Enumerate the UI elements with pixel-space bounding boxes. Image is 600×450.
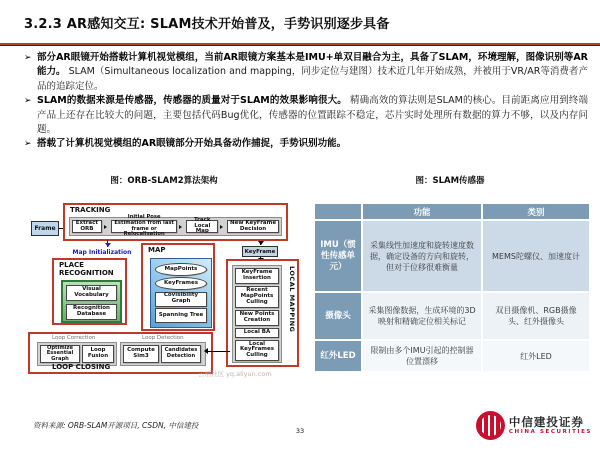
- table-header-category: 类别: [483, 204, 589, 219]
- arrow-tracking-to-keyframe: [260, 241, 261, 245]
- bullet-item: [24, 137, 588, 151]
- map-inner-panel: [150, 258, 212, 328]
- company-logo: [476, 411, 592, 440]
- node-optimize-essential-graph: Optimize Essential Graph: [40, 345, 80, 363]
- table-cell-camera-function: 采集图像数据，生成环境的3D映射和精确定位相关标记: [363, 293, 481, 339]
- source-note: 资料来源: ORB-SLAM开源项目, CSDN, 中信建投: [33, 421, 199, 430]
- local-mapping-label: LOCAL MAPPING: [288, 266, 296, 333]
- table-rowhead-camera: 摄像头: [315, 293, 361, 339]
- logo-text: [509, 416, 592, 436]
- node-local-ba: Local BA: [235, 328, 279, 338]
- table-header-function: 功能: [363, 204, 481, 219]
- arrow-icon: [104, 225, 109, 229]
- bullet-marker-icon: ➢: [24, 53, 32, 63]
- node-recent-mappoints-culling: Recent MapPoints Culling: [235, 286, 279, 308]
- node-keyframe-insertion: KeyFrame Insertion: [235, 268, 279, 284]
- diagram-node-keyframe: KeyFrame: [242, 246, 278, 257]
- node-new-points-creation: New Points Creation: [235, 310, 279, 326]
- loop-correction-caption: Loop Correction: [52, 335, 96, 341]
- arrow-culling-to-candidates: [205, 351, 230, 352]
- figure-left-caption: 图：ORB-SLAM2算法架构: [110, 176, 218, 186]
- diagram-block-place-recognition: [52, 258, 127, 325]
- loop-detection-strip: [120, 342, 206, 366]
- diagram-watermark: 云栖社区 yq.aliyun.com: [198, 370, 272, 378]
- title-divider: [0, 43, 600, 46]
- table-cell-imu-function: 采集线性加速度和旋转速度数据，确定设备的方向和旋转，但对于位移很难衡量: [363, 221, 481, 291]
- bullet-list: [24, 51, 588, 152]
- node-spanning-tree: Spanning Tree: [155, 308, 207, 323]
- node-covisibility-graph: Covisibility Graph: [155, 292, 207, 307]
- tracking-strip: [69, 214, 282, 238]
- node-mappoints: MapPoints: [155, 263, 207, 276]
- node-recognition-database: Recognition Database: [66, 304, 117, 320]
- table-cell-ir-led-function: 限制由多个IMU引起的控制器位置漂移: [363, 341, 481, 371]
- diagram-node-frame: Frame: [31, 221, 59, 236]
- arrow-map-initialization: [107, 240, 108, 247]
- arrow-icon: [220, 225, 225, 229]
- slam-sensor-table: [315, 204, 585, 371]
- logo-name-en: CHINA SECURITIES: [508, 428, 592, 435]
- page-number: 33: [295, 427, 305, 435]
- map-initialization-label: Map Initialization: [72, 249, 132, 256]
- arrow-icon: [179, 225, 184, 229]
- orb-slam2-diagram: [28, 196, 300, 396]
- citic-logo-icon: [476, 411, 505, 440]
- node-track-local-map: Track Local Map: [186, 220, 218, 233]
- node-compute-sim3: Compute Sim3: [123, 345, 159, 363]
- node-keyframes: KeyFrames: [155, 277, 207, 290]
- logo-name-cn: 中信建投证券: [508, 414, 584, 429]
- bullet-text-bold: 搭载了计算机视觉模组的AR眼镜部分开始具备动作捕捉，手势识别功能。: [37, 138, 347, 150]
- node-visual-vocabulary: Visual Vocabulary: [66, 285, 117, 301]
- table-cell-camera-category: 双目摄像机、RGB摄像头、红外摄像头: [483, 293, 589, 339]
- bullet-text-bold: 部分AR眼镜开始搭载计算机视觉模组，当前AR眼镜方案基本是IMU+单双目融合为主，具备了SLAM，环境理解，图像识别等AR能力。: [37, 52, 588, 78]
- bullet-text-bold: SLAM的数据来源是传感器，传感器的质量对于SLAM的效果影响很大。: [37, 95, 347, 107]
- node-local-keyframes-culling: Local KeyFrames Culling: [235, 340, 279, 362]
- loop-detection-caption: Loop Detection: [142, 335, 184, 341]
- node-candidates-detection: Candidates Detection: [161, 345, 201, 363]
- bullet-text-normal: 精确高效的算法则是SLAM的核心。目前距离应用到终端产品上还存在比较大的问题，主要包括代码Bug优化，传感器的位置跟踪不稳定，芯片实时处理所有数据的算力不够，以及内存问题。: [37, 95, 588, 136]
- bullet-item: [24, 94, 588, 137]
- bullet-marker-icon: ➢: [24, 96, 32, 107]
- table-header-blank: [315, 204, 361, 219]
- page-title: 3.2.3 AR感知交互: SLAM技术开始普及，手势识别逐步具备: [24, 17, 390, 32]
- loop-closing-label: LOOP CLOSING: [52, 363, 111, 371]
- table-cell-ir-led-category: 红外LED: [483, 341, 589, 371]
- bullet-item: [24, 51, 588, 94]
- diagram-block-loop-closing: [28, 332, 213, 374]
- map-label: MAP: [148, 246, 166, 254]
- table-rowhead-ir-led: 红外LED: [315, 341, 361, 371]
- node-new-keyframe-decision: New KeyFrame Decision: [227, 220, 279, 233]
- bullet-text-normal: SLAM（Simultaneous localization and mapping，同步定位与建图）技术近几年开始成熟，并被用于VR/AR等消费者产品的追踪定位。: [37, 66, 588, 92]
- diagram-block-map: [141, 243, 215, 331]
- table-cell-imu-category: MEMS陀螺仪、加速度计: [483, 221, 589, 291]
- node-loop-fusion: Loop Fusion: [82, 345, 114, 363]
- figure-right-caption: 图：SLAM传感器: [415, 176, 485, 186]
- node-initial-pose-estimation: Initial Pose Estimation from last frame or Relocalisation: [111, 220, 178, 233]
- bullet-marker-icon: ➢: [24, 139, 32, 150]
- tracking-label: TRACKING: [70, 206, 111, 214]
- table-rowhead-imu: IMU（惯性传感单元）: [315, 221, 361, 291]
- diagram-block-tracking: [63, 203, 288, 241]
- node-extract-orb: Extract ORB: [72, 220, 102, 233]
- place-recognition-panel: [61, 280, 122, 323]
- place-recognition-label: PLACE RECOGNITION: [59, 261, 114, 277]
- diagram-block-local-mapping: [226, 259, 299, 367]
- local-mapping-strip: [232, 265, 282, 363]
